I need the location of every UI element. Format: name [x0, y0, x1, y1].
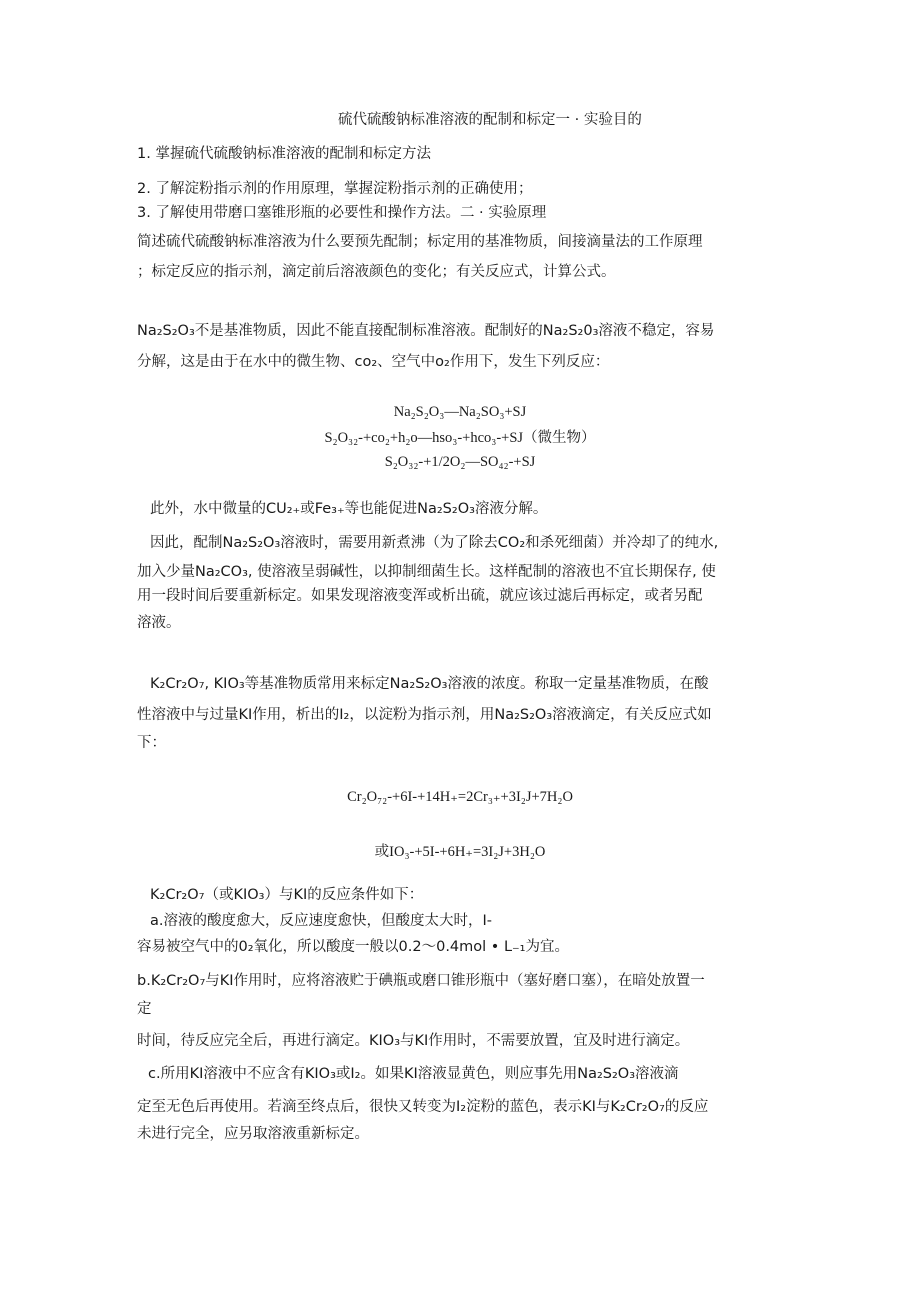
- principle-line-2: ；标定反应的指示剂，滴定前后溶液颜色的变化；有关反应式，计算公式。: [137, 264, 616, 280]
- condition-a-line-2: 容易被空气中的0₂氧化，所以酸度一般以0.2～0.4mol • L₋₁为宜。: [137, 939, 569, 955]
- para1-line-2: 分解，这是由于在水中的微生物、co₂、空气中o₂作用下，发生下列反应：: [137, 354, 610, 370]
- condition-c-line-3: 未进行完全，应另取溶液重新标定。: [137, 1126, 369, 1142]
- condition-b-line-3: 时间，待反应完全后，再进行滴定。KIO₃与KI作用时，不需要放置，宜及时进行滴定。: [137, 1033, 690, 1049]
- condition-b-line-2: 定: [137, 1001, 152, 1017]
- para4-line-3: 下：: [137, 735, 166, 751]
- para4-line-1: K₂Cr₂O₇, KIO₃等基准物质常用来标定Na₂S₂O₃溶液的浓度。称取一定量基准物质，在酸: [150, 676, 709, 692]
- equation-2: 或IO₃-+5I-+6H₊=3I₂J+3H₂O: [374, 844, 546, 860]
- reaction-3: S₂O₃₂-+1/2O₂—SO₄₂-+SJ: [384, 454, 536, 470]
- para3-line-3: 用一段时间后要重新标定。如果发现溶液变浑或析出硫，就应该过滤后再标定，或者另配: [137, 588, 703, 604]
- para3-line-1: 因此，配制Na₂S₂O₃溶液时，需要用新煮沸（为了除去CO₂和杀死细菌）并冷却了的纯水,: [150, 535, 719, 551]
- objective-1: 1. 掌握硫代硫酸钠标准溶液的配制和标定方法: [137, 146, 431, 162]
- condition-c-line-2: 定至无色后再使用。若滴至终点后，很快又转变为I₂淀粉的蓝色，表示KI与K₂Cr₂O₇的反应: [137, 1099, 709, 1115]
- reaction-1: Na₂S₂O₃—Na₂SO₃+SJ: [393, 404, 527, 420]
- para3-line-4: 溶液。: [137, 615, 181, 631]
- conditions-heading: K₂Cr₂O₇（或KIO₃）与KI的反应条件如下：: [150, 887, 424, 903]
- condition-a-line-1: a.溶液的酸度愈大，反应速度愈快，但酸度太大时，I-: [150, 913, 493, 929]
- condition-c-line-1: c.所用KI溶液中不应含有KIO₃或I₂。如果KI溶液显黄色，则应事先用Na₂S₂O₃溶液滴: [148, 1066, 679, 1082]
- objective-2: 2. 了解淀粉指示剂的作用原理，掌握淀粉指示剂的正确使用；: [137, 181, 533, 197]
- equation-1: Cr₂O₇₂-+6I-+14H₊=2Cr₃₊+3I₂J+7H₂O: [347, 789, 573, 805]
- para1-line-1: Na₂S₂O₃不是基准物质，因此不能直接配制标准溶液。配制好的Na₂S₂0₃溶液不稳定，容易: [137, 323, 715, 339]
- para4-line-2: 性溶液中与过量KI作用，析出的I₂，以淀粉为指示剂，用Na₂S₂O₃溶液滴定，有关反应式如: [137, 707, 712, 723]
- objective-3: 3. 了解使用带磨口塞锥形瓶的必要性和操作方法。二 · 实验原理: [137, 205, 547, 221]
- para2: 此外，水中微量的CU₂₊或Fe₃₊等也能促进Na₂S₂O₃溶液分解。: [150, 501, 548, 517]
- condition-b-line-1: b.K₂Cr₂O₇与KI作用时，应将溶液贮于碘瓶或磨口锥形瓶中（塞好磨口塞），在暗处放置一: [137, 973, 705, 989]
- reaction-2: S₂O₃₂-+co₂+h₂o—hso₃-+hco₃-+SJ（微生物）: [324, 430, 596, 446]
- document-title: 硫代硫酸钠标准溶液的配制和标定一 · 实验目的: [338, 112, 642, 128]
- principle-line-1: 简述硫代硫酸钠标准溶液为什么要预先配制；标定用的基准物质，间接滴量法的工作原理: [137, 234, 703, 250]
- para3-line-2: 加入少量Na₂CO₃, 使溶液呈弱碱性，以抑制细菌生长。这样配制的溶液也不宜长期保存, 使: [137, 564, 716, 580]
